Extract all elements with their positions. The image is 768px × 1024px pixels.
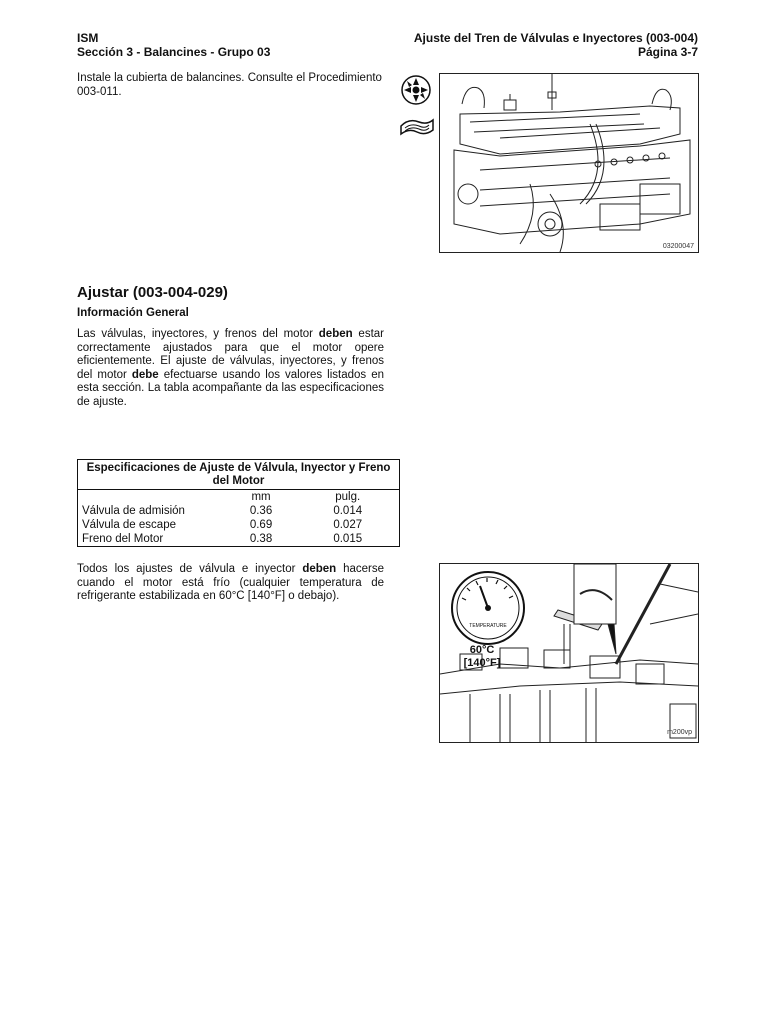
spec-inch-value: 0.014 [296, 504, 399, 518]
chapter-title: Ajuste del Tren de Válvulas e Inyectores (003-004) [413, 31, 698, 45]
spec-inch-value: 0.027 [296, 518, 399, 532]
section-name: Sección 3 - Balancines - Grupo 03 [77, 45, 271, 59]
subsection-title: Información General [77, 307, 189, 319]
intro-paragraph [77, 328, 384, 410]
spec-mm-value: 0.69 [249, 519, 273, 531]
table-row [78, 518, 400, 532]
spec-col-header: pulg. [296, 490, 399, 505]
wrench-wheel-icon [402, 76, 430, 104]
page-header-left [77, 31, 270, 59]
page-header-right [414, 31, 698, 59]
gauge-fahrenheit: [140°F] [463, 657, 501, 669]
spec-mm-value: 0.36 [249, 505, 273, 517]
temperature-illustration [440, 564, 698, 742]
spec-col-header: mm [251, 491, 271, 503]
intro-run-bold: deben [318, 328, 353, 340]
temperature-gauge [452, 572, 524, 644]
intro-run: estar correctamente ajustados para que el motor opere eficientemente. El ajuste de válvulas, inyectores, y frenos del motor [77, 328, 384, 381]
spec-inch-value: 0.015 [296, 532, 399, 547]
spec-mm-value: 0.38 [226, 532, 297, 547]
gauge-label: TEMPERATURE [469, 623, 507, 629]
spec-table [77, 459, 400, 547]
gauge-celsius: 60°C [469, 644, 495, 656]
section-title: Ajustar (003-004-029) [77, 284, 228, 301]
manual-name: ISM [77, 31, 99, 45]
figure-code: m200vp [667, 729, 692, 736]
note-run: hacerse cuando el motor está frío (cualquier temperatura de refrigerante estabilizada en 60°C [140°F] o debajo). [77, 563, 384, 603]
cold-engine-note [77, 563, 384, 604]
engine-illustration [440, 74, 698, 252]
table-row [78, 504, 400, 518]
spec-row-label: Válvula de escape [78, 518, 226, 532]
intro-run-bold: debe [131, 368, 159, 381]
spec-row-label: Freno del Motor [78, 532, 226, 547]
note-run: Todos los ajustes de válvula e inyector [77, 563, 303, 575]
spec-col-header [78, 490, 226, 505]
gasket-icon [401, 120, 433, 134]
engine-figure [439, 73, 699, 253]
intro-run: Las válvulas, inyectores, y frenos del motor [77, 328, 319, 340]
procedure-icons [397, 74, 435, 144]
note-run-bold: deben [302, 563, 337, 575]
page-number: Página 3-7 [637, 45, 698, 59]
temperature-figure [439, 563, 699, 743]
install-step-text: Instale la cubierta de balancines. Consulte el Procedimiento 003-011. [77, 72, 382, 98]
spec-row-label: Válvula de admisión [78, 504, 226, 518]
intro-run: efectuarse usando los valores listados en esta sección. La tabla acompañante da las especificaciones de ajuste. [77, 368, 385, 408]
table-row [78, 532, 400, 547]
spec-table-title: Especificaciones de Ajuste de Válvula, Inyector y Freno del Motor [78, 460, 400, 490]
figure-code: 03200047 [662, 243, 694, 250]
